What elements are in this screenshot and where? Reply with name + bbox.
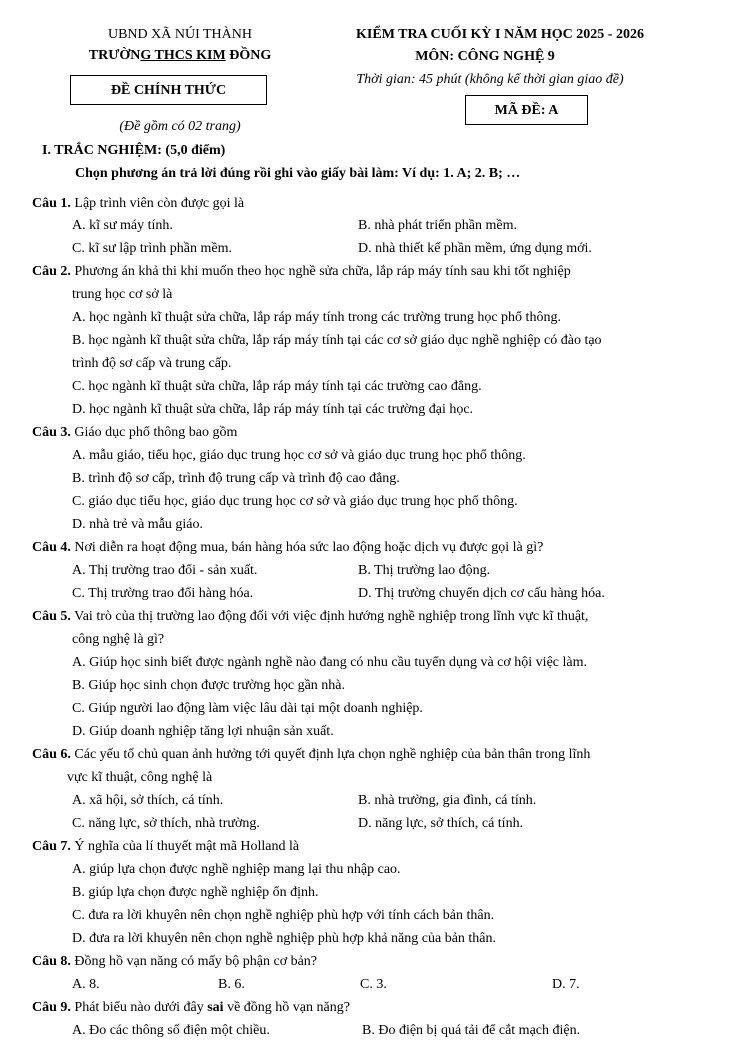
question-label: Câu 8. — [32, 954, 71, 969]
question-1 — [32, 196, 244, 212]
q5-option-b: B. Giúp học sinh chọn được trường học gần nhà. — [72, 678, 345, 693]
question-label: Câu 4. — [32, 540, 71, 555]
subject: MÔN: CÔNG NGHỆ 9 — [415, 49, 555, 64]
q1-option-a: A. kĩ sư máy tính. — [72, 218, 173, 233]
section-instruction: Chọn phương án trả lời đúng rồi ghi vào giấy bài làm: Ví dụ: 1. A; 2. B; … — [75, 166, 521, 181]
q9-option-b: B. Đo điện bị quá tải để cắt mạch điện. — [362, 1023, 581, 1038]
q1-option-d: D. nhà thiết kế phần mềm, ứng dụng mới. — [358, 241, 592, 256]
question-stem: Giáo dục phổ thông bao gồm — [70, 425, 238, 440]
question-9 — [32, 1000, 350, 1016]
question-8 — [32, 954, 317, 970]
q5-option-c: C. Giúp người lao động làm việc lâu dài tại một doanh nghiệp. — [72, 701, 423, 716]
q2-stem-cont: trung học cơ sở là — [72, 287, 173, 302]
q6-option-a: A. xã hội, sở thích, cá tính. — [72, 793, 224, 808]
question-stem: Ý nghĩa của lí thuyết mật mã Holland là — [70, 839, 300, 854]
school-name — [50, 48, 310, 64]
q8-option-d: D. 7. — [552, 977, 580, 992]
q7-option-d: D. đưa ra lời khuyên nên chọn nghề nghiệp phù hợp khả năng của bản thân. — [72, 931, 497, 946]
q8-option-c: C. 3. — [360, 977, 387, 992]
q5-option-d: D. Giúp doanh nghiệp tăng lợi nhuận sản xuất. — [72, 724, 334, 739]
question-stem-part2: về đồng hồ vạn năng? — [223, 1000, 350, 1015]
exam-code: MÃ ĐỀ: A — [494, 103, 559, 118]
q2-option-b: B. học ngành kĩ thuật sửa chữa, lắp ráp máy tính tại các cơ sở giáo dục nghề nghiệp có đào tạo — [72, 333, 602, 348]
question-label: Câu 1. — [32, 196, 71, 211]
q1-option-c: C. kĩ sư lập trình phần mềm. — [72, 241, 233, 256]
official-label: ĐỀ CHÍNH THỨC — [110, 83, 227, 98]
q4-option-c: C. Thị trường trao đổi hàng hóa. — [72, 586, 254, 601]
q7-option-b: B. giúp lựa chọn được nghề nghiệp ổn định. — [72, 885, 319, 900]
q4-option-a: A. Thị trường trao đổi - sản xuất. — [72, 563, 258, 578]
question-stem: Nơi diễn ra hoạt động mua, bán hàng hóa sức lao động hoặc dịch vụ được gọi là gì? — [70, 540, 544, 555]
pages-note: (Đề gồm có 02 trang) — [119, 119, 241, 134]
q8-option-a: A. 8. — [72, 977, 100, 992]
question-stem: Phương án khả thi khi muốn theo học nghề sửa chữa, lắp ráp máy tính sau khi tốt nghiệp — [70, 264, 571, 279]
question-label: Câu 2. — [32, 264, 71, 279]
q5-stem-cont: công nghệ là gì? — [72, 632, 165, 647]
q3-option-b: B. trình độ sơ cấp, trình độ trung cấp và trình độ cao đẳng. — [72, 471, 400, 486]
question-label: Câu 3. — [32, 425, 71, 440]
q2-option-b-cont: trình độ sơ cấp và trung cấp. — [72, 356, 232, 371]
q7-option-c: C. đưa ra lời khuyên nên chọn nghề nghiệp phù hợp với tính cách bản thân. — [72, 908, 495, 923]
q6-option-b: B. nhà trường, gia đình, cá tính. — [358, 793, 537, 808]
exam-title: KIỂM TRA CUỐI KỲ I NĂM HỌC 2025 - 2026 — [356, 27, 644, 42]
question-7 — [32, 839, 299, 855]
question-label: Câu 5. — [32, 609, 71, 624]
q2-option-d: D. học ngành kĩ thuật sửa chữa, lắp ráp máy tính tại các trường đại học. — [72, 402, 474, 417]
school-name-part3: ĐỒNG — [225, 48, 272, 63]
question-stem: Các yếu tố chủ quan ảnh hưởng tới quyết định lựa chọn nghề nghiệp của bản thân trong lĩnh — [70, 747, 591, 762]
q1-option-b: B. nhà phát triển phần mềm. — [358, 218, 518, 233]
q5-option-a: A. Giúp học sinh biết được ngành nghề nào đang có nhu cầu tuyển dụng và cơ hội việc làm. — [72, 655, 587, 670]
time-note: Thời gian: 45 phút (không kể thời gian giao đề) — [356, 72, 624, 87]
question-stem-emphasis: sai — [207, 1000, 224, 1015]
q2-option-c: C. học ngành kĩ thuật sửa chữa, lắp ráp máy tính tại các trường cao đẳng. — [72, 379, 482, 394]
q4-option-d: D. Thị trường chuyển dịch cơ cấu hàng hóa. — [358, 586, 605, 601]
question-3 — [32, 425, 237, 441]
question-2 — [32, 264, 571, 280]
official-label-box — [70, 75, 267, 105]
section-title: I. TRẮC NGHIỆM: (5,0 điểm) — [42, 143, 226, 158]
q8-option-b: B. 6. — [218, 977, 245, 992]
question-label: Câu 9. — [32, 1000, 71, 1015]
q3-option-a: A. mẫu giáo, tiểu học, giáo dục trung học cơ sở và giáo dục trung học phổ thông. — [72, 448, 526, 463]
q7-option-a: A. giúp lựa chọn được nghề nghiệp mang lại thu nhập cao. — [72, 862, 401, 877]
q4-option-b: B. Thị trường lao động. — [358, 563, 491, 578]
school-name-part1: TRƯỜN — [88, 48, 141, 63]
q9-option-a: A. Đo các thông số điện một chiều. — [72, 1023, 270, 1038]
q3-option-c: C. giáo dục tiểu học, giáo dục trung học cơ sở và giáo dục trung học phổ thông. — [72, 494, 518, 509]
exam-code-box — [465, 95, 588, 125]
question-stem: Vai trò của thị trường lao động đối với việc định hướng nghề nghiệp trong lĩnh vực kĩ thuật, — [70, 609, 589, 624]
school-name-part2: G THCS KIM — [140, 48, 226, 63]
question-stem-part1: Phát biểu nào dưới đây — [70, 1000, 208, 1015]
q2-option-a: A. học ngành kĩ thuật sửa chữa, lắp ráp máy tính trong các trường trung học phổ thông. — [72, 310, 561, 325]
question-label: Câu 6. — [32, 747, 71, 762]
question-6 — [32, 747, 590, 763]
question-stem: Lập trình viên còn được gọi là — [70, 196, 245, 211]
authority-name: UBND XÃ NÚI THÀNH — [107, 27, 252, 42]
question-stem: Đồng hồ vạn năng có mấy bộ phận cơ bản? — [70, 954, 318, 969]
q6-option-c: C. năng lực, sở thích, nhà trường. — [72, 816, 260, 831]
question-4 — [32, 540, 543, 556]
q3-option-d: D. nhà trẻ và mẫu giáo. — [72, 517, 204, 532]
q6-option-d: D. năng lực, sở thích, cá tính. — [358, 816, 524, 831]
question-label: Câu 7. — [32, 839, 71, 854]
question-5 — [32, 609, 588, 625]
q6-stem-cont: vực kĩ thuật, công nghệ là — [67, 770, 213, 785]
